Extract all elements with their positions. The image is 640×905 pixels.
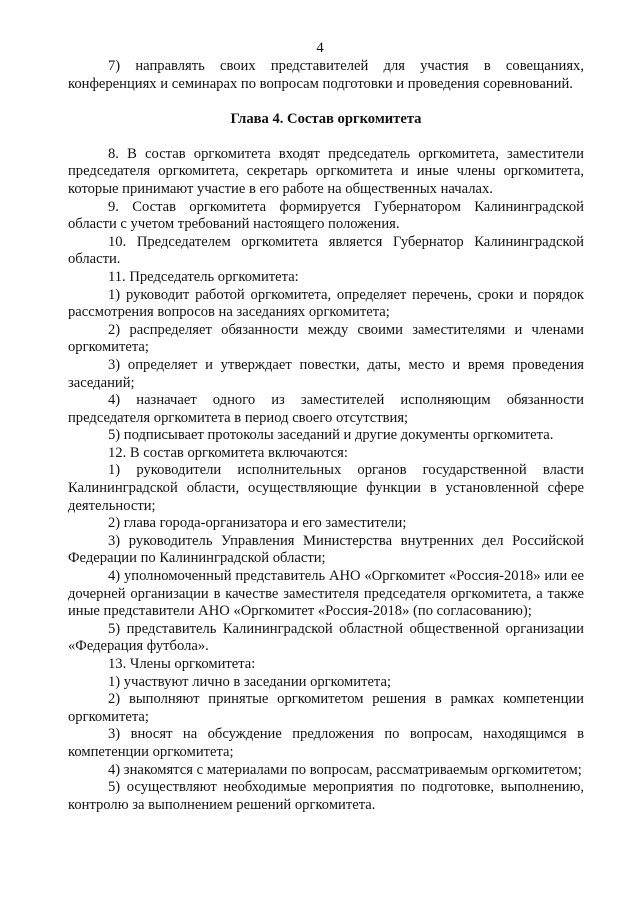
paragraph: 10. Председателем оргкомитета является Губернатор Калининградской области.	[68, 233, 584, 268]
paragraph: 3) определяет и утверждает повестки, даты, место и время проведения заседаний;	[68, 356, 584, 391]
paragraph: 13. Члены оргкомитета:	[108, 656, 256, 672]
paragraph: 1) руководит работой оргкомитета, определяет перечень, сроки и порядок рассмотрения вопросов на заседаниях оргкомитета;	[68, 286, 584, 321]
paragraph: 3) вносят на обсуждение предложения по вопросам, находящимся в компетенции оргкомитета;	[68, 726, 584, 760]
paragraph: 4) уполномоченный представитель АНО «Оргкомитет «Россия-2018» или ее дочерней организации в качестве заместителя председателя оргкомитета, а также иные представители АНО «Оргкомитет «Россия-2018» (по согласованию);	[68, 568, 584, 620]
paragraph-list	[68, 146, 584, 815]
paragraph: 3) руководитель Управления Министерства внутренних дел Российской Федерации по Калининградской области;	[68, 532, 584, 567]
paragraph: 1) руководители исполнительных органов государственной власти Калининградской области, осуществляющие функции в установленной сфере деятельности;	[68, 462, 584, 514]
page-number: 4	[316, 40, 324, 56]
paragraph: 9. Состав оргкомитета формируется Губернатором Калининградской области с учетом требований настоящего положения.	[68, 198, 584, 233]
paragraph: 12. В состав оргкомитета включаются:	[108, 444, 348, 461]
paragraph: 1) участвуют лично в заседании оргкомитета;	[108, 673, 392, 690]
paragraph: 5) представитель Калининградской областной общественной организации «Федерация футбола».	[68, 620, 584, 655]
document-body	[68, 58, 584, 814]
paragraph: 5) осуществляют необходимые мероприятия по подготовке, выполнению, контролю за выполнением решений оргкомитета.	[68, 779, 584, 813]
paragraph: 2) глава города-организатора и его заместители;	[108, 515, 407, 532]
paragraph: 2) выполняют принятые оргкомитетом решения в рамках компетенции оргкомитета;	[68, 691, 584, 725]
paragraph: 4) назначает одного из заместителей исполняющим обязанности председателя оргкомитета в период своего отсутствия;	[68, 392, 584, 426]
paragraph: 11. Председатель оргкомитета:	[108, 268, 299, 285]
paragraph: 4) знакомятся с материалами по вопросам, рассматриваемым оргкомитетом;	[108, 761, 582, 778]
paragraph: 5) подписывает протоколы заседаний и другие документы оргкомитета.	[108, 427, 554, 444]
paragraph: 2) распределяет обязанности между своими заместителями и членами оргкомитета;	[68, 321, 584, 356]
paragraph: 8. В состав оргкомитета входят председатель оргкомитета, заместители председателя оргкомитета, секретарь оргкомитета и иные члены оргкомитета, которые принимают участие в его работе на общественных началах.	[68, 145, 584, 197]
chapter-title: Глава 4. Состав оргкомитета	[230, 111, 422, 128]
paragraph-continuation: 7) направлять своих представителей для участия в совещаниях, конференциях и семинарах по вопросам подготовки и проведения соревнований.	[68, 58, 584, 92]
